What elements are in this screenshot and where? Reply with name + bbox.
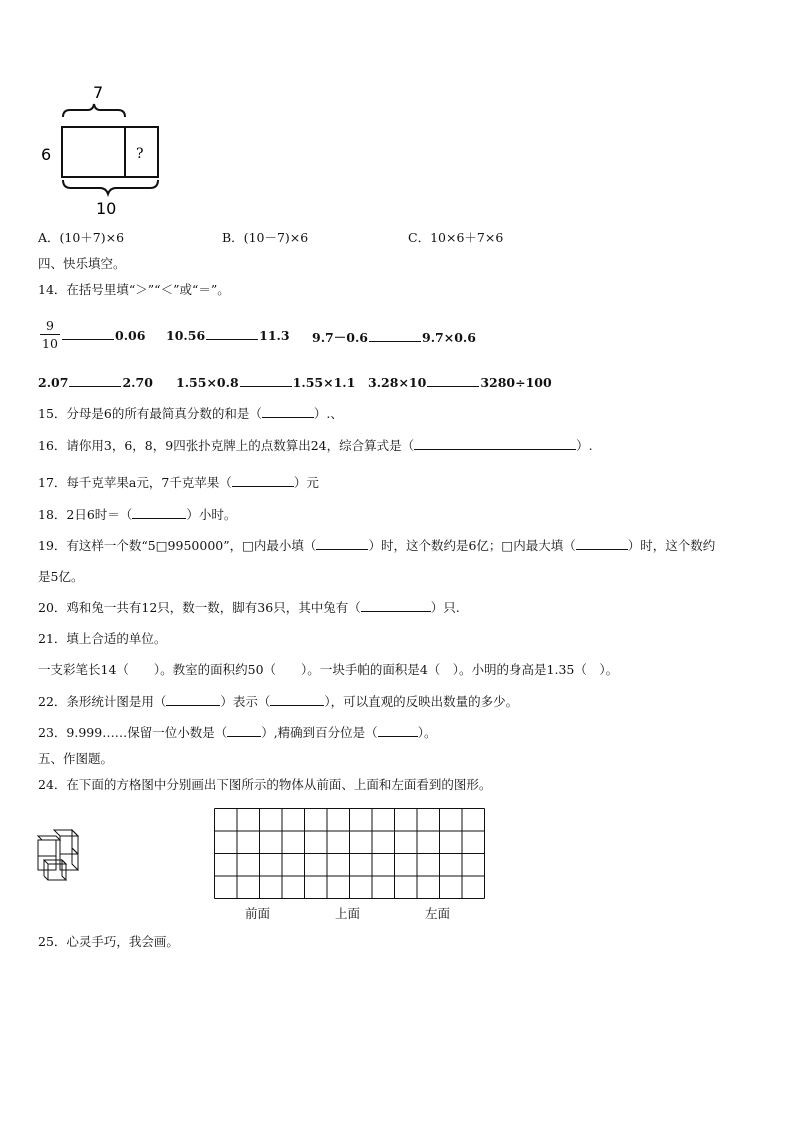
question-15: 15．分母是6的所有最简真分数的和是（ ）.、 <box>38 406 343 421</box>
answer-blank[interactable] <box>227 726 261 737</box>
answer-blank[interactable] <box>361 601 431 612</box>
answer-blank[interactable] <box>232 476 294 487</box>
compare-5: 1.55×0.8 1.55×1.1 <box>176 375 356 390</box>
rectangle-diagram <box>38 82 168 222</box>
drawing-grid[interactable] <box>214 808 486 900</box>
answer-blank[interactable] <box>414 439 576 450</box>
compare-1: 0.06 <box>61 328 145 343</box>
answer-blank[interactable] <box>576 539 628 550</box>
answer-blank[interactable] <box>270 695 324 706</box>
answer-blank[interactable] <box>166 695 220 706</box>
cube-stack-figure <box>36 828 84 884</box>
compare-6: 3.28×10 3280÷100 <box>368 375 552 390</box>
compare-3: 9.7－0.6 9.7×0.6 <box>312 330 476 345</box>
label-left: 6 <box>41 145 52 164</box>
fraction-numerator: 9 <box>46 318 54 333</box>
option-c: C．10×6＋7×6 <box>408 230 504 245</box>
answer-blank[interactable] <box>316 539 368 550</box>
fraction-denominator: 10 <box>42 336 58 351</box>
label-top: 7 <box>93 83 104 102</box>
label-left-view: 左面 <box>425 906 451 921</box>
option-a: A．(10＋7)×6 <box>38 230 125 245</box>
section-heading-5: 五、作图题。 <box>38 751 114 766</box>
label-unknown: ? <box>136 146 144 162</box>
compare-2: 10.56 11.3 <box>166 328 290 343</box>
label-top-view: 上面 <box>335 906 361 921</box>
question-17: 17．每千克苹果a元，7千克苹果（ ）元 <box>38 475 319 490</box>
answer-blank[interactable] <box>378 726 418 737</box>
question-23: 23．9.999……保留一位小数是（ ）,精确到百分位是（ ）。 <box>38 725 437 740</box>
option-b: B．(10－7)×6 <box>222 230 309 245</box>
answer-blank[interactable] <box>69 376 121 387</box>
question-19: 19．有这样一个数“5□9950000”，□内最小填（ ）时，这个数约是6亿；□内最大填（ ）时，这个数约 <box>38 538 716 553</box>
fraction <box>40 318 60 351</box>
label-front: 前面 <box>245 906 271 921</box>
question-24: 24．在下面的方格图中分别画出下图所示的物体从前面、上面和左面看到的图形。 <box>38 777 492 792</box>
question-21-line: 一支彩笔长14（ ）。教室的面积约50（ ）。一块手帕的面积是4（ ）。小明的身高是1.35（ ）。 <box>38 662 619 677</box>
answer-blank[interactable] <box>369 331 421 342</box>
section-heading-4: 四、快乐填空。 <box>38 256 126 271</box>
question-20: 20．鸡和兔一共有12只，数一数，脚有36只，其中兔有（ ）只. <box>38 600 460 615</box>
question-21: 21．填上合适的单位。 <box>38 631 167 646</box>
question-14: 14．在括号里填“＞”“＜”或“＝”。 <box>38 282 230 297</box>
label-bottom: 10 <box>96 199 117 218</box>
question-18: 18．2日6时＝（ ）小时。 <box>38 507 237 522</box>
question-19-cont: 是5亿。 <box>38 569 84 584</box>
answer-blank[interactable] <box>240 376 292 387</box>
question-25: 25．心灵手巧，我会画。 <box>38 934 179 949</box>
compare-4: 2.07 2.70 <box>38 375 153 390</box>
answer-blank[interactable] <box>427 376 479 387</box>
question-16: 16．请你用3，6，8，9四张扑克牌上的点数算出24，综合算式是（ ）. <box>38 438 593 453</box>
answer-blank[interactable] <box>206 329 258 340</box>
answer-blank[interactable] <box>62 329 114 340</box>
answer-blank[interactable] <box>262 407 314 418</box>
question-22: 22．条形统计图是用（ ）表示（ ），可以直观的反映出数量的多少。 <box>38 694 519 709</box>
answer-blank[interactable] <box>132 508 186 519</box>
